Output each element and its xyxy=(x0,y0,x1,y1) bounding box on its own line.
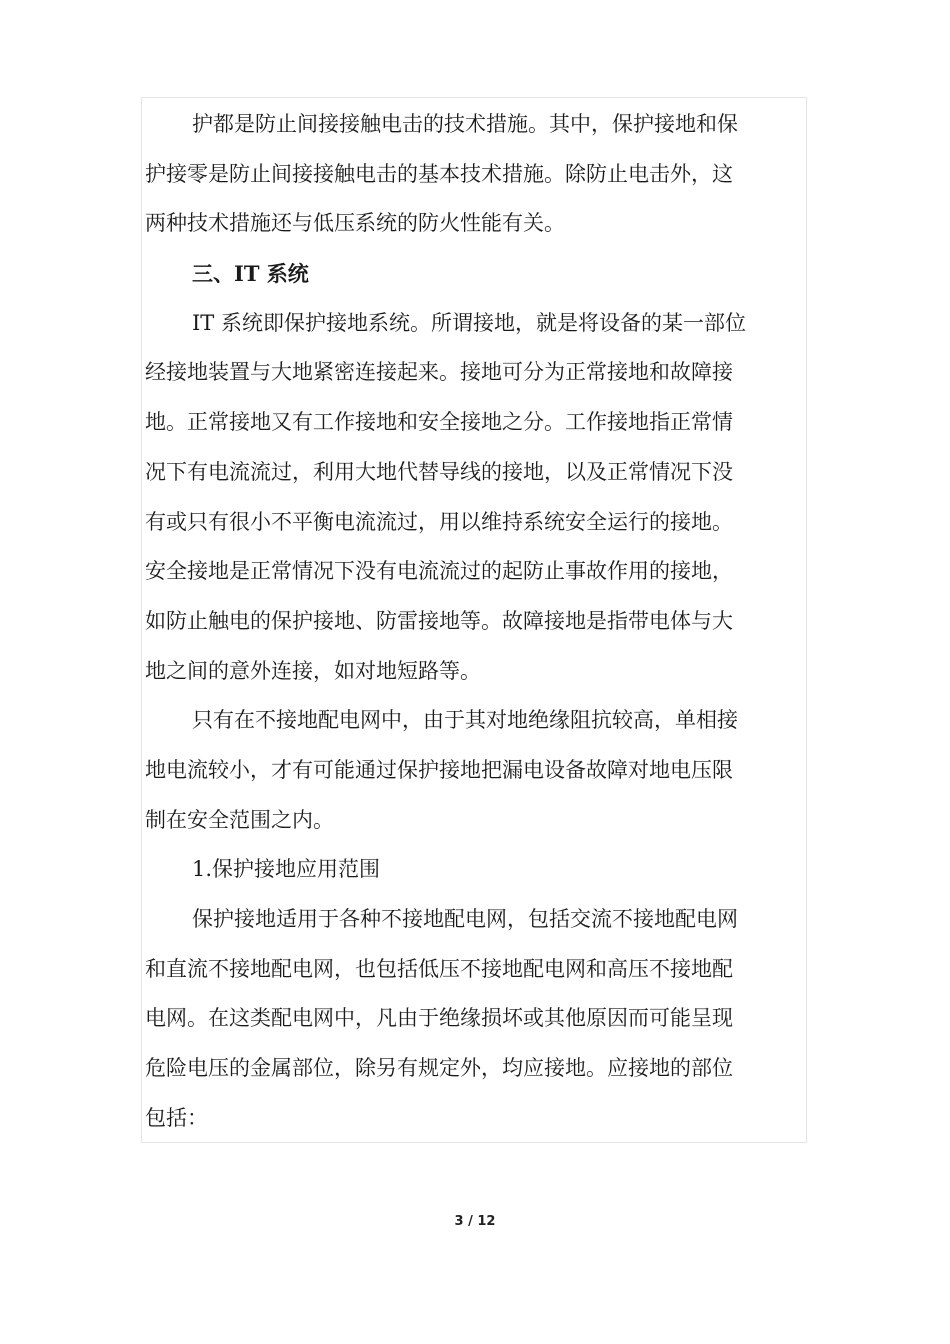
paragraph-line: 地。正常接地又有工作接地和安全接地之分。工作接地指正常情 xyxy=(145,410,733,435)
section-heading: 三、IT 系统 xyxy=(192,261,309,287)
paragraph-line: 有或只有很小不平衡电流流过，用以维持系统安全运行的接地。 xyxy=(145,509,733,534)
paragraph-line: 和直流不接地配电网，也包括低压不接地配电网和高压不接地配 xyxy=(145,956,733,981)
page-number: 3 / 12 xyxy=(454,1214,496,1229)
paragraph-line: 况下有电流流过，利用大地代替导线的接地，以及正常情况下没 xyxy=(145,459,733,484)
paragraph-line: 经接地装置与大地紧密连接起来。接地可分为正常接地和故障接 xyxy=(145,360,733,385)
paragraph-line: 护接零是防止间接接触电击的基本技术措施。除防止电击外，这 xyxy=(145,161,733,186)
paragraph-line: 保护接地适用于各种不接地配电网，包括交流不接地配电网 xyxy=(192,907,738,931)
paragraph-line: 电网。在这类配电网中，凡由于绝缘损坏或其他原因而可能呈现 xyxy=(145,1006,733,1031)
paragraph-line: 地电流较小，才有可能通过保护接地把漏电设备故障对地电压限 xyxy=(145,757,733,782)
paragraph-line: 包括： xyxy=(145,1105,208,1130)
paragraph-line: 制在安全范围之内。 xyxy=(145,807,334,832)
paragraph-line: 护都是防止间接接触电击的技术措施。其中，保护接地和保 xyxy=(192,112,738,136)
paragraph-line: 如防止触电的保护接地、防雷接地等。故障接地是指带电体与大 xyxy=(145,608,733,633)
paragraph-line: 地之间的意外连接，如对地短路等。 xyxy=(145,658,481,683)
paragraph-line: 安全接地是正常情况下没有电流流过的起防止事故作用的接地， xyxy=(145,559,733,584)
paragraph-line: 只有在不接地配电网中，由于其对地绝缘阻抗较高，单相接 xyxy=(192,708,738,733)
document-body xyxy=(145,100,785,1143)
paragraph-line: 两种技术措施还与低压系统的防火性能有关。 xyxy=(145,211,565,236)
paragraph-line: IT 系统即保护接地系统。所谓接地，就是将设备的某一部位 xyxy=(192,310,746,335)
paragraph-line: 危险电压的金属部位，除另有规定外，均应接地。应接地的部位 xyxy=(145,1056,733,1081)
subsection-heading: 1.保护接地应用范围 xyxy=(192,857,381,882)
